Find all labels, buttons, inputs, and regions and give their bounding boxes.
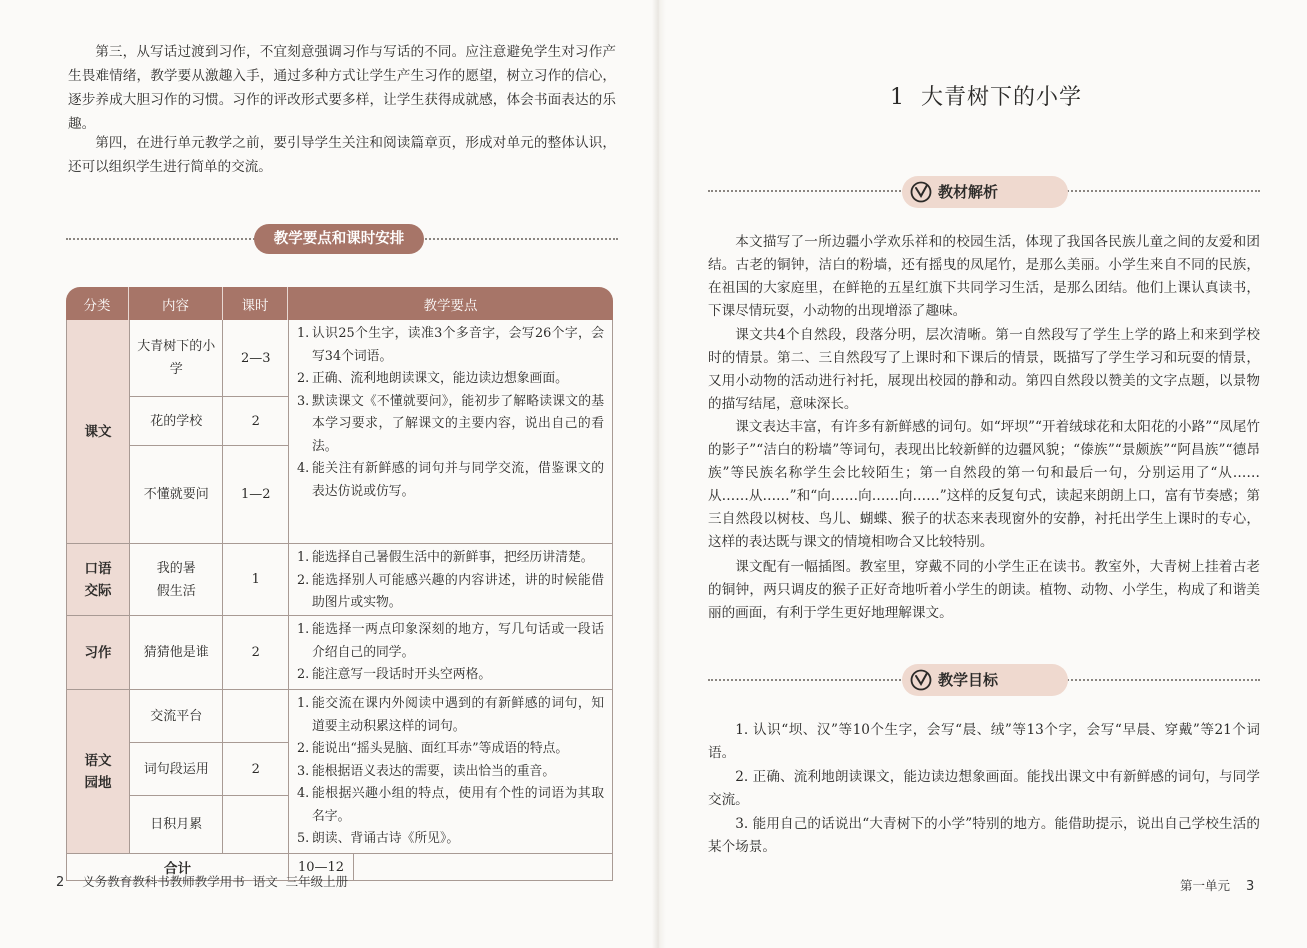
- section-heading-analysis: [902, 176, 1068, 208]
- hours-cell: 2: [251, 761, 260, 777]
- content-cell: 花的学校: [130, 397, 223, 445]
- point-text: 能根据语义表达的需要，读出恰当的重音。: [312, 763, 556, 779]
- content-cell: 我的暑假生活: [130, 544, 223, 615]
- content-cell: 交流平台: [130, 690, 223, 742]
- teaching-points: 1. 能选择一两点印象深刻的地方，写几句话或一段话介绍自己的同学。 2. 能注意写一段话时开头空两格。: [289, 616, 612, 689]
- point-text: 能注意写一段话时开头空两格。: [312, 667, 492, 682]
- total-hours: 10—12: [289, 854, 354, 880]
- paragraph: 课文共4个自然段，段落分明，层次清晰。第一自然段写了学生上学的路上和来到学校时的情景。第二、三自然段写了上课时和下课后的情景，既描写了学生学习和玩耍的情景，又用小动物的活动进行衬托，展现出校园的静和动。第四自然段以赞美的文字点题，以景物的描写结尾，意味深长。: [708, 327, 1260, 412]
- point-text: 能交流在课内外阅读中遇到的有新鲜感的词句，知道要主动积累这样的词句。: [312, 696, 604, 734]
- header-cell: 教学要点: [423, 297, 478, 314]
- hours-cell: 2: [251, 413, 260, 429]
- section-title: 教学目标: [938, 671, 999, 689]
- page-number: 3: [1246, 879, 1255, 894]
- point-text: 正确、流利地朗读课文，能边读边想象画面。: [312, 371, 568, 386]
- page-footer: [1180, 876, 1254, 894]
- book-title: 义务教育教科书教师教学用书 语文 三年级上册: [82, 874, 349, 889]
- category-cell: 口语交际: [67, 544, 130, 615]
- content-cell: 猜猜他是谁: [130, 616, 223, 689]
- lesson-plan-table: [66, 287, 613, 881]
- teaching-points: 1. 能交流在课内外阅读中遇到的有新鲜感的词句，知道要主动积累这样的词句。 2. 能说出“摇头晃脑、面红耳赤”等成语的特点。 3. 能根据语义表达的需要，读出恰当的重音。 4. 能根据兴趣小组的特点，使用有个性的词语为其取名字。 5. 朗读、背诵古诗《所见》。: [289, 690, 612, 853]
- paragraph: 本文描写了一所边疆小学欢乐祥和的校园生活，体现了我国各民族儿童之间的友爱和团结。古老的铜钟，洁白的粉墙，还有摇曳的凤尾竹，是那么美丽。小学生来自不同的民族，在祖国的大家庭里，在鲜艳的五星红旗下共同学习生活，是那么团结。他们上课认真读书，下课尽情玩耍，小动物的出现增添了趣味。: [708, 234, 1260, 319]
- hours-cell: 2: [251, 645, 260, 660]
- page-number: 2: [56, 875, 65, 890]
- check-circle-icon: [910, 181, 932, 203]
- unit-label: 第一单元: [1180, 878, 1231, 893]
- objective-item: 3. 能用自己的话说出“大青树下的小学”特别的地方。能借助提示，说出自己学校生活的某个场景。: [708, 816, 1260, 855]
- header-cell: 课时: [223, 287, 288, 320]
- content-cell: 不懂就要问: [130, 446, 223, 543]
- point-text: 能选择一两点印象深刻的地方，写几句话或一段话介绍自己的同学。: [312, 622, 604, 660]
- teaching-points: 1. 能选择自己暑假生活中的新鲜事，把经历讲清楚。 2. 能选择别人可能感兴趣的内容讲述，讲的时候能借助图片或实物。: [289, 544, 612, 615]
- point-text: 默读课文《不懂就要问》，能初步了解略读课文的基本学习要求，了解课文的主要内容，说出自己的看法。: [312, 393, 604, 454]
- check-circle-icon: [910, 669, 932, 691]
- category-cell: 语文园地: [67, 690, 130, 853]
- right-page: [662, 0, 1307, 948]
- point-text: 能关注有新鲜感的词句并与同学交流，借鉴课文的表达仿说或仿写。: [312, 461, 604, 499]
- header-cell: 分类: [66, 287, 129, 320]
- content-cell: 大青树下的小学: [130, 320, 223, 396]
- content-cell: 词句段运用: [130, 743, 223, 795]
- point-text: 能说出“摇头晃脑、面红耳赤”等成语的特点。: [312, 741, 569, 756]
- paragraph: 课文表达丰富，有许多有新鲜感的词句。如“坪坝”“开着绒球花和太阳花的小路”“凤尾竹的影子”“洁白的粉墙”等词句，表现出比较新鲜的边疆风貌；“傣族”“景颇族”“阿昌族”“德昂族”等民族名称学生会比较陌生；第一自然段的第一句和最后一句，分别运用了“从……从……从……”和“向……向……向……”这样的反复句式，读起来朗朗上口，富有节奏感；第三自然段以树枝、鸟儿、蝴蝶、猴子的状态来表现窗外的安静，衬托出学生上课时的专心，这样的表达既与课文的情境相吻合又比较特别。: [708, 419, 1260, 550]
- hours-cell: 2—3: [240, 350, 271, 366]
- table-row-group: [67, 690, 612, 854]
- table-header: [66, 287, 613, 320]
- hours-cell: 1: [251, 572, 260, 587]
- point-text: 能根据兴趣小组的特点，使用有个性的词语为其取名字。: [312, 786, 604, 824]
- section-title: 教材解析: [938, 183, 999, 201]
- point-text: 认识25个生字，读准3个多音字，会写26个字，会写34个词语。: [312, 326, 604, 364]
- point-text: 能选择自己暑假生活中的新鲜事，把经历讲清楚。: [312, 550, 594, 565]
- point-text: 能选择别人可能感兴趣的内容讲述，讲的时候能借助图片或实物。: [312, 572, 604, 610]
- page-footer: [56, 872, 348, 890]
- objective-item: 2. 正确、流利地朗读课文，能边读边想象画面。能找出课文中有新鲜感的词句，与同学交流。: [708, 769, 1260, 808]
- section-heading-objectives: [902, 664, 1068, 696]
- category-cell: 习作: [67, 616, 130, 689]
- table-row-group: [67, 616, 612, 690]
- paragraph: 课文配有一幅插图。教室里，穿戴不同的小学生正在读书。教室外，大青树上挂着古老的铜钟，两只调皮的猴子正好奇地听着小学生的朗读。植物、动物、小学生，构成了和谐美丽的画面，有利于学生更好地理解课文。: [708, 559, 1260, 621]
- header-cell: 内容: [129, 287, 223, 320]
- objective-item: 1. 认识“坝、汉”等10个生字，会写“晨、绒”等13个字，会写“早晨、穿戴”等21个词语。: [708, 722, 1260, 761]
- hours-cell: [223, 796, 288, 853]
- total-label: 合计: [67, 854, 289, 880]
- point-text: 朗读、背诵古诗《所见》。: [312, 831, 460, 846]
- teaching-points: 1. 认识25个生字，读准3个多音字，会写26个字，会写34个词语。 2. 正确、流利地朗读课文，能边读边想象画面。 3. 默读课文《不懂就要问》，能初步了解略读课文的基本学习要求，了解课文的主要内容，说出自己的看法。 4. 能关注有新鲜感的词句并与同学交流，借鉴课文的表达仿说或仿写。: [289, 320, 612, 543]
- paragraph: 第四，在进行单元教学之前，要引导学生关注和阅读篇章页，形成对单元的整体认识，还可以组织学生进行简单的交流。: [68, 135, 616, 175]
- paragraph: 第三，从写话过渡到习作，不宜刻意强调习作与写话的不同。应注意避免学生对习作产生畏难情绪，教学要从激趣入手，通过多种方式让学生产生习作的愿望，树立习作的信心，逐步养成大胆习作的习惯。习作的评改形式要多样，让学生获得成就感，体会书面表达的乐趣。: [68, 44, 616, 132]
- table-row-group: [67, 544, 612, 616]
- category-cell: 课文: [67, 320, 130, 543]
- hours-cell: 1—2: [240, 487, 271, 502]
- content-cell: 日积月累: [130, 796, 223, 853]
- table-row-group: [67, 320, 612, 544]
- chapter-title: 1 大青树下的小学: [890, 85, 1082, 110]
- hours-cell: [223, 690, 288, 742]
- section-title: 教学要点和课时安排: [254, 224, 424, 254]
